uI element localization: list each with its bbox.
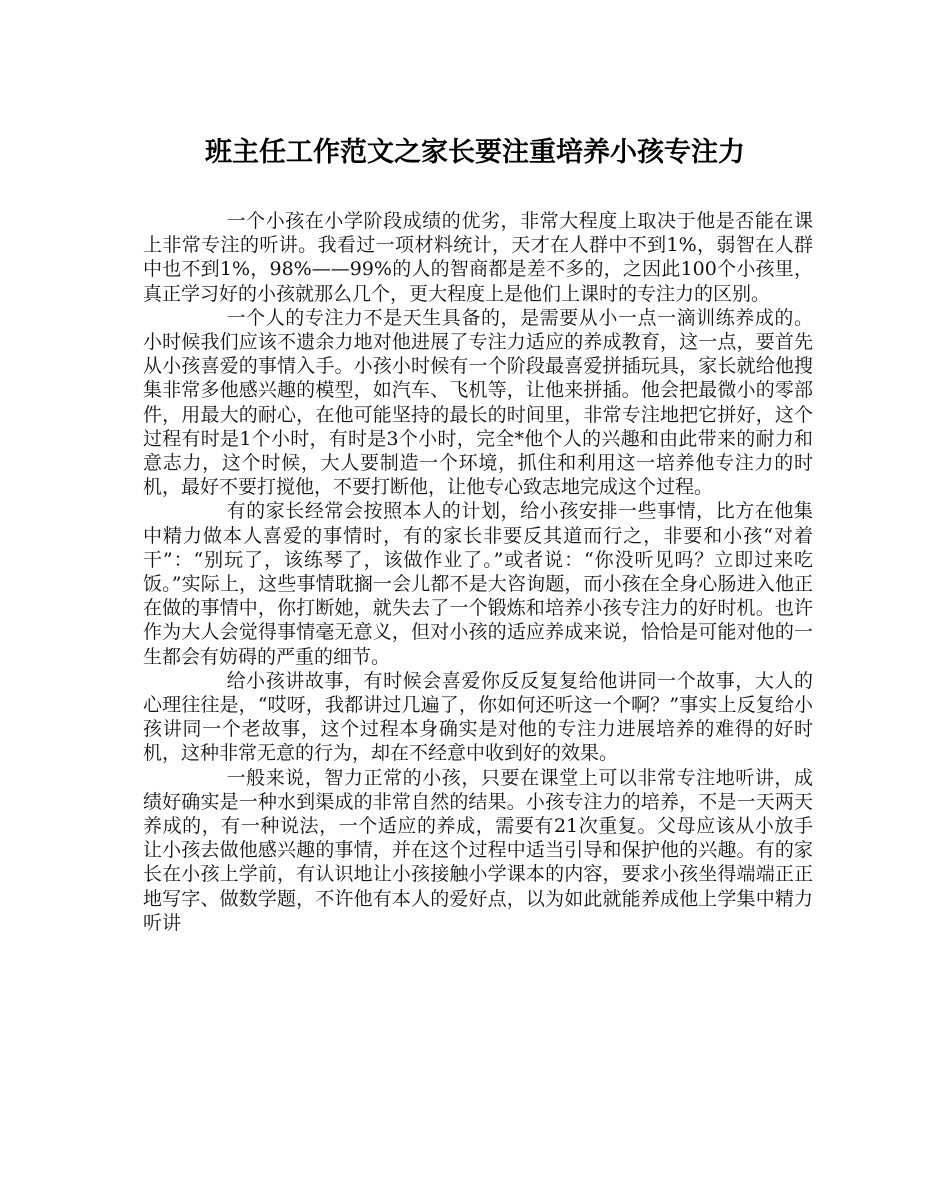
- paragraph: 一般来说，智力正常的小孩，只要在课堂上可以非常专注地听讲，成绩好确实是一种水到渠成的非常自然的结果。小孩专注力的培养，不是一天两天养成的，有一种说法，一个适应的养成，需要有21次重复。父母应该从小放手让小孩去做他感兴趣的事情，并在这个过程中适当引导和保护他的兴趣。有的家长在小孩上学前，有认识地让小孩接触小学课本的内容，要求小孩坐得端端正正地写字、做数学题，不许他有本人的爱好点，以为如此就能养成他上学集中精力听讲: [143, 766, 813, 934]
- paragraph: 给小孩讲故事，有时候会喜爱你反反复复给他讲同一个故事，大人的心理往往是，“哎呀，我都讲过几遍了，你如何还听这一个啊？”事实上反复给小孩讲同一个老故事，这个过程本身确实是对他的专注力进展培养的难得的好时机，这种非常无意的行为，却在不经意中收到好的效果。: [143, 669, 813, 765]
- paragraph: 一个小孩在小学阶段成绩的优劣，非常大程度上取决于他是否能在课上非常专注的听讲。我看过一项材料统计，天才在人群中不到1%，弱智在人群中也不到1%，98%——99%的人的智商都是差不多的，之因此100个小孩里，真正学习好的小孩就那么几个，更大程度上是他们上课时的专注力的区别。: [143, 210, 813, 305]
- paragraph: 有的家长经常会按照本人的计划，给小孩安排一些事情，比方在他集中精力做本人喜爱的事情时，有的家长非要反其道而行之，非要和小孩“对着干”：“别玩了，该练琴了，该做作业了。”或者说：“你没听见吗？立即过来吃饭。”实际上，这些事情耽搁一会儿都不是大咨询题，而小孩在全身心肠进入他正在做的事情中，你打断她，就失去了一个锻炼和培养小孩专注力的好时机。也许作为大人会觉得事情毫无意义，但对小孩的适应养成来说，恰恰是可能对他的一生都会有妨碍的严重的细节。: [143, 500, 813, 668]
- paragraph: 一个人的专注力不是天生具备的，是需要从小一点一滴训练养成的。小时候我们应该不遗余力地对他进展了专注力适应的养成教育，这一点，要首先从小孩喜爱的事情入手。小孩小时候有一个阶段最喜爱拼插玩具，家长就给他搜集非常多他感兴趣的模型，如汽车、飞机等，让他来拼插。他会把最微小的零部件，用最大的耐心，在他可能坚持的最长的时间里，非常专注地把它拼好，这个过程有时是1个小时，有时是3个小时，完全*他个人的兴趣和由此带来的耐力和意志力，这个时候，大人要制造一个环境，抓住和利用这一培养他专注力的时机，最好不要打搅他，不要打断他，让他专心致志地完成这个过程。: [143, 306, 813, 499]
- document-body: [143, 209, 813, 935]
- document-title: 班主任工作范文之家长要注重培养小孩专注力: [205, 137, 745, 168]
